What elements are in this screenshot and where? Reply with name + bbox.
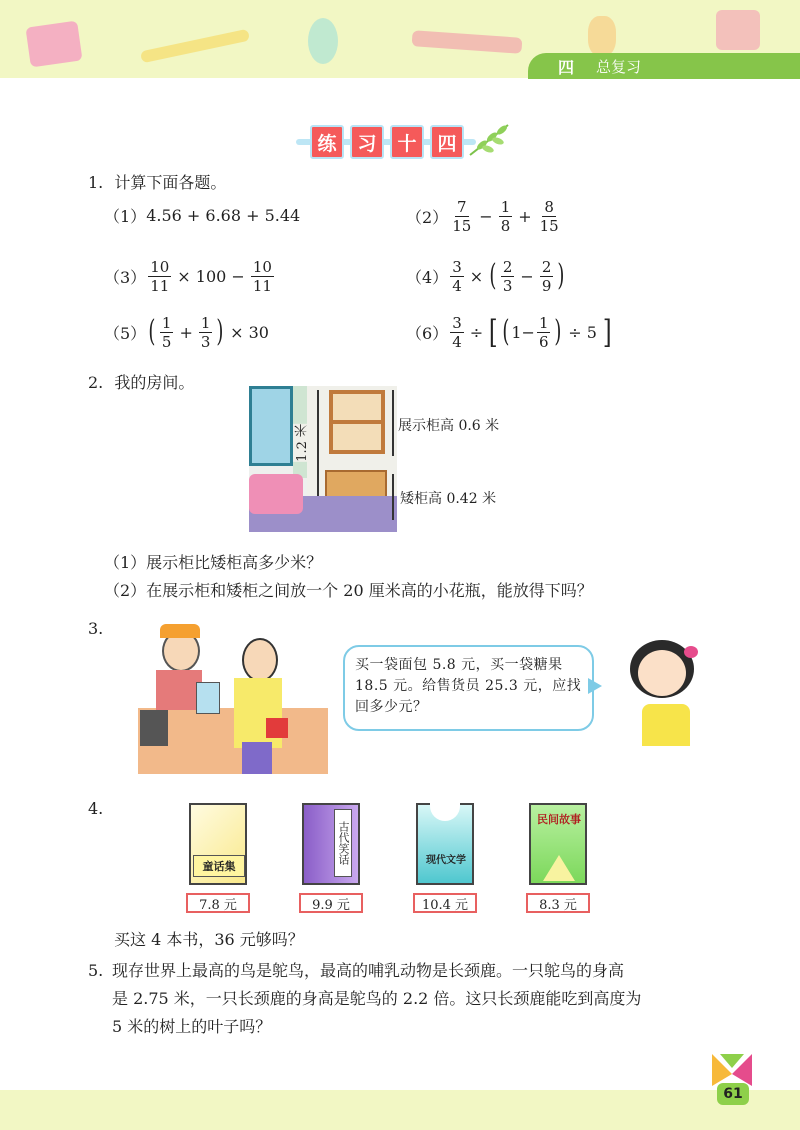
book-sun-decoration [430, 803, 460, 821]
fraction: $\frac{7}{15}$ [452, 197, 472, 235]
ruler-decoration [412, 30, 523, 54]
customer-legs [242, 742, 272, 774]
fraction: $\frac{1}{6}$ [538, 313, 549, 351]
book-title-label: 现代文学 [426, 855, 466, 866]
unit-tab [528, 53, 800, 79]
display-cabinet-label: 展示柜高 0.6 米 [398, 418, 500, 434]
q1-problem-4 [406, 258, 567, 294]
candy-jar [196, 682, 220, 714]
q2-number: 2. [88, 373, 104, 392]
q1-number: 1. [88, 173, 104, 192]
fraction: $\frac{3}{4}$ [452, 257, 462, 295]
red-handbag [266, 718, 288, 738]
right-paren: ) [216, 314, 224, 349]
shop-assistant-hat [160, 624, 200, 638]
title-char-2: 习 [350, 125, 384, 159]
problem-label: （5） [104, 323, 147, 343]
operator: × 100 − [177, 266, 245, 286]
q2-prompt: 我的房间。 [114, 373, 195, 392]
low-cabinet-arrow [392, 474, 394, 520]
left-paren: ( [148, 314, 156, 349]
book-title-label: 民间故事 [537, 813, 581, 826]
q5-number: 5. [88, 961, 104, 980]
operator: × 30 [230, 322, 269, 342]
calculator-decoration [716, 10, 760, 50]
speech-text: 买一袋面包 5.8 元，买一袋糖果 18.5 元。给售货员 25.3 元，应找回多少元？ [355, 657, 582, 715]
operator: ÷ 5 [568, 322, 597, 342]
left-paren: ( [489, 258, 497, 293]
q1-prompt: 计算下面各题。 [114, 173, 227, 192]
problem-expression: 4.56 + 6.68 + 5.44 [146, 205, 301, 225]
fraction: $\frac{2}{9}$ [541, 257, 552, 295]
eraser-decoration [25, 21, 82, 68]
price-tag-fairy-tales: 7.8 元 [186, 893, 250, 913]
operator: ÷ [469, 322, 484, 342]
q5-line-1: 现存世界上最高的鸟是鸵鸟，最高的哺乳动物是长颈鹿。一只鸵鸟的身高 [112, 961, 625, 980]
book-title-label: 古代笑话 [334, 809, 352, 877]
book-ancient-jokes [302, 803, 360, 885]
q4-question: 买这 4 本书，36 元够吗？ [114, 930, 304, 949]
operator: − [479, 206, 493, 226]
q3-number: 3. [88, 619, 104, 638]
q1-heading [88, 172, 226, 194]
shop-illustration [138, 622, 328, 774]
fraction: $\frac{3}{4}$ [452, 313, 462, 351]
display-cabinet-arrow [392, 390, 394, 456]
fraction: $\frac{1}{3}$ [200, 313, 211, 351]
window-frame [249, 386, 293, 466]
problem-label: （1） [104, 206, 147, 226]
operator: + [518, 206, 532, 226]
operator: − [520, 266, 534, 286]
q2-sub-question-2: （2）在展示柜和矮柜之间放一个 20 厘米高的小花瓶，能放得下吗？ [104, 581, 593, 600]
problem-label: （2） [406, 207, 449, 227]
book-fairy-tales [189, 803, 247, 885]
right-bracket: ] [602, 313, 612, 351]
q4-number: 4. [88, 799, 104, 818]
operator: 1− [511, 322, 535, 342]
speech-bubble [343, 645, 594, 731]
left-bracket: [ [489, 313, 498, 351]
pencil-decoration [140, 29, 250, 64]
cabinet-shelf [329, 420, 385, 424]
number-two-decoration [588, 16, 616, 56]
price-tag-modern-literature: 10.4 元 [413, 893, 477, 913]
footer-band [0, 1090, 800, 1130]
fraction: $\frac{8}{15}$ [539, 197, 559, 235]
title-char-4: 四 [430, 125, 464, 159]
customer-head [242, 638, 278, 682]
operator: × [469, 266, 484, 286]
bubble-tail [588, 678, 602, 694]
right-paren: ) [554, 314, 562, 349]
q1-problem-1 [104, 204, 300, 226]
problem-label: （4） [406, 267, 449, 287]
q1-problem-6 [406, 314, 613, 350]
book-title-label: 童话集 [193, 855, 245, 877]
q2-heading [88, 372, 194, 394]
fraction: $\frac{10}{11}$ [150, 257, 170, 295]
low-cabinet-label: 矮柜高 0.42 米 [400, 491, 497, 507]
book-modern-literature [416, 803, 474, 885]
operator: + [179, 322, 193, 342]
height-arrow-total [317, 390, 319, 496]
q5-line-2: 是 2.75 米，一只长颈鹿的身高是鸵鸟的 2.2 倍。这只长颈鹿能吃到高度为 [112, 989, 642, 1008]
q1-problem-2 [406, 198, 563, 234]
unit-number: 四 [558, 57, 575, 77]
price-tag-folk-tales: 8.3 元 [526, 893, 590, 913]
fraction: $\frac{2}{3}$ [502, 257, 513, 295]
number-three-decoration [308, 18, 338, 64]
girl-body [642, 704, 690, 746]
bed [249, 474, 303, 514]
book-folk-tales [529, 803, 587, 885]
price-tag-ancient-jokes: 9.9 元 [299, 893, 363, 913]
girl-face [638, 650, 686, 696]
right-paren: ) [557, 258, 565, 293]
q1-problem-3 [104, 258, 276, 294]
q5-line-3: 5 米的树上的叶子吗？ [112, 1017, 272, 1036]
total-height-label: 1.2 米 [295, 424, 310, 462]
book-triangle-decoration [543, 855, 575, 881]
q1-problem-5 [104, 314, 273, 350]
title-char-1: 练 [310, 125, 344, 159]
fraction: $\frac{10}{11}$ [252, 257, 272, 295]
unit-title: 总复习 [596, 57, 642, 76]
fraction: $\frac{1}{8}$ [500, 197, 511, 235]
left-paren: ( [501, 314, 509, 349]
girl-bow [684, 646, 698, 658]
room-illustration [249, 386, 397, 532]
page-number: 61 [717, 1083, 749, 1105]
exercise-title [296, 121, 516, 161]
problem-label: （3） [104, 267, 147, 287]
leaf-sprig-icon [468, 121, 514, 161]
girl-illustration [622, 640, 706, 750]
fraction: $\frac{1}{5}$ [161, 313, 172, 351]
title-char-3: 十 [390, 125, 424, 159]
cash-register [140, 710, 168, 746]
q2-sub-question-1: （1）展示柜比矮柜高多少米？ [104, 553, 323, 572]
problem-label: （6） [406, 323, 449, 343]
